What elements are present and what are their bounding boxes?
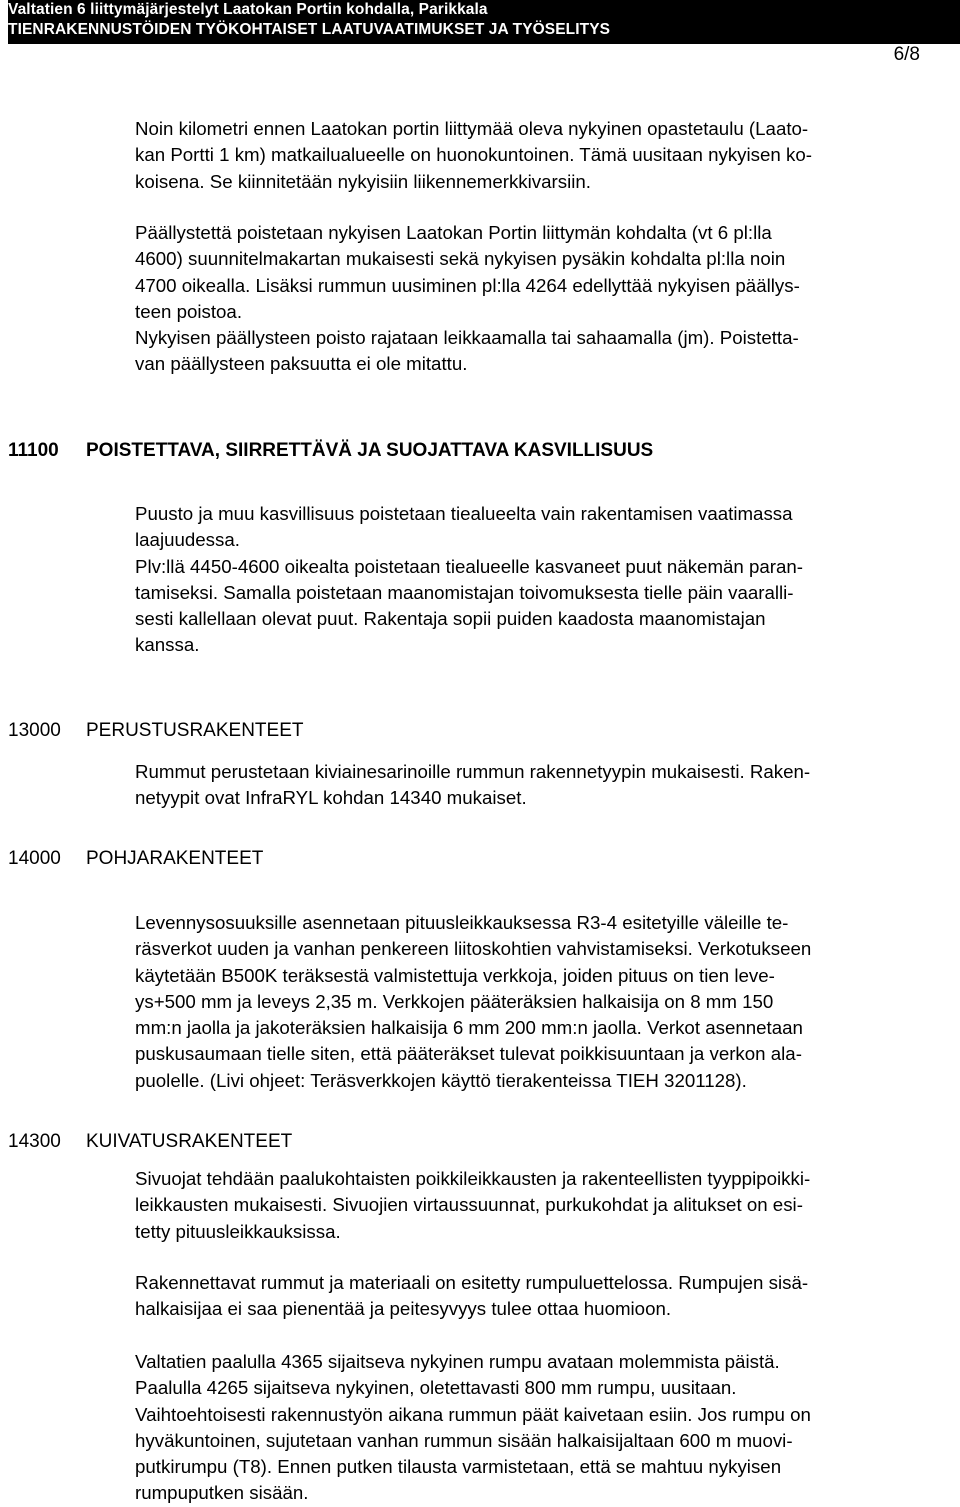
text-line: koisena. Se kiinnitetään nykyisiin liikennemerkkivarsiin. xyxy=(135,170,591,192)
text-line: Sivuojat tehdään paalukohtaisten poikkileikkausten ja rakenteellisten tyyppipoikki- xyxy=(135,1168,811,1189)
text-line: Rummut perustetaan kiviainesarinoille rummun rakennetyypin mukaisesti. Raken- xyxy=(135,761,811,782)
section-heading-14000 xyxy=(8,846,263,872)
text-line: käytetään B500K teräksestä valmistettuja verkkoja, joiden pituus on tien leve- xyxy=(135,964,775,986)
section-14000-body xyxy=(135,910,950,1094)
intro-paragraph-2 xyxy=(135,220,950,378)
section-13000-body xyxy=(135,759,950,812)
section-number: 11100 xyxy=(8,440,59,461)
text-line: putkirumpu (T8). Ennen putken tilausta varmistetaan, että se mahtuu nykyisen xyxy=(135,1456,782,1478)
text-line: Valtatien paalulla 4365 sijaitseva nykyinen rumpu avataan molemmista päistä. xyxy=(135,1351,780,1372)
text-line: Rakennettavat rummut ja materiaali on esitetty rumpuluettelossa. Rumpujen sisä- xyxy=(135,1272,809,1293)
text-line: Vaihtoehtoisesti rakennustyön aikana rummun päät kaivetaan esiin. Jos rumpu on xyxy=(135,1403,811,1425)
text-line: halkaisijaa ei saa pienentää ja peitesyvyys tulee ottaa huomioon. xyxy=(135,1298,672,1320)
text-line: puolelle. (Livi ohjeet: Teräsverkkojen käyttö tierakenteissa TIEH 3201128). xyxy=(135,1069,747,1091)
text-line: 4600) suunnitelmakartan mukaisesti sekä nykyisen pysäkin kohdalta pl:lla noin xyxy=(135,248,786,270)
document-subtitle: TIENRAKENNUSTÖIDEN TYÖKOHTAISET LAATUVAATIMUKSET JA TYÖSELITYS xyxy=(8,21,611,38)
section-heading-11100 xyxy=(8,438,653,464)
text-line: Levennysosuuksille asennetaan pituusleikkauksessa R3-4 esitetyille väleille te- xyxy=(135,912,789,933)
section-heading-13000 xyxy=(8,718,303,744)
text-line: laajuudessa. xyxy=(135,529,240,551)
text-line: 4700 oikealla. Lisäksi rummun uusiminen pl:lla 4264 edellyttää nykyisen päällys- xyxy=(135,274,800,296)
section-heading-14300 xyxy=(8,1129,292,1155)
section-14300-paragraph-2 xyxy=(135,1270,950,1323)
section-number: 14300 xyxy=(8,1131,61,1152)
section-title: POISTETTAVA, SIIRRETTÄVÄ JA SUOJATTAVA KASVILLISUUS xyxy=(86,440,654,461)
text-line: van päällysteen paksuutta ei ole mitattu. xyxy=(135,353,468,375)
section-title: POHJARAKENTEET xyxy=(86,848,264,869)
text-line: mm:n jaolla ja jakoteräksien halkaisija 6 mm 200 mm:n jaolla. Verkot asennetaan xyxy=(135,1017,803,1039)
text-line: netyypit ovat InfraRYL kohdan 14340 mukaiset. xyxy=(135,787,527,809)
text-line: Päällystettä poistetaan nykyisen Laatokan Portin liittymän kohdalta (vt 6 pl:lla xyxy=(135,222,772,243)
section-number: 13000 xyxy=(8,720,61,741)
page-number: 6/8 xyxy=(893,44,920,65)
section-title: PERUSTUSRAKENTEET xyxy=(86,720,304,741)
text-line: Noin kilometri ennen Laatokan portin liittymää oleva nykyinen opastetaulu (Laato- xyxy=(135,118,809,139)
section-14300-paragraph-3 xyxy=(135,1349,950,1507)
intro-paragraph-1 xyxy=(135,116,950,195)
text-line: ys+500 mm ja leveys 2,35 m. Verkkojen pääteräksien halkaisija on 8 mm 150 xyxy=(135,990,774,1012)
text-line: hyväkuntoinen, sujutetaan vanhan rummun sisään halkaisijaltaan 600 m muovi- xyxy=(135,1429,793,1451)
text-line: Paalulla 4265 sijaitseva nykyinen, oletettavasti 800 mm rumpu, uusitaan. xyxy=(135,1377,737,1399)
section-title: KUIVATUSRAKENTEET xyxy=(86,1131,293,1152)
text-line: tamiseksi. Samalla poistetaan maanomistajan toivomuksesta tielle päin vaaralli- xyxy=(135,581,794,603)
text-line: kanssa. xyxy=(135,634,200,656)
text-line: kan Portti 1 km) matkailualueelle on huonokuntoinen. Tämä uusitaan nykyisen ko- xyxy=(135,144,812,166)
section-number: 14000 xyxy=(8,848,61,869)
section-11100-body xyxy=(135,501,950,659)
text-line: leikkausten mukaisesti. Sivuojien virtaussuunnat, purkukohdat ja alitukset on esi- xyxy=(135,1194,803,1216)
document-header-bar xyxy=(8,0,960,44)
text-line: Plv:llä 4450-4600 oikealta poistetaan tiealueelle kasvaneet puut näkemän paran- xyxy=(135,555,804,577)
text-line: puskusaumaan tielle siten, että pääteräkset tulevat poikkisuuntaan ja verkon ala- xyxy=(135,1043,802,1065)
text-line: Puusto ja muu kasvillisuus poistetaan tiealueelta vain rakentamisen vaatimassa xyxy=(135,503,793,524)
document-title: Valtatien 6 liittymäjärjestelyt Laatokan Portin kohdalla, Parikkala xyxy=(8,1,488,18)
section-14300-paragraph-1 xyxy=(135,1166,950,1245)
text-line: räsverkot uuden ja vanhan penkereen liitoskohtien vahvistamiseksi. Verkotukseen xyxy=(135,938,812,960)
text-line: Nykyisen päällysteen poisto rajataan leikkaamalla tai sahaamalla (jm). Poistetta- xyxy=(135,327,799,349)
text-line: tetty pituusleikkauksissa. xyxy=(135,1220,341,1242)
text-line: teen poistoa. xyxy=(135,300,243,322)
text-line: rumpuputken sisään. xyxy=(135,1482,309,1504)
text-line: sesti kallellaan olevat puut. Rakentaja sopii puiden kaadosta maanomistajan xyxy=(135,608,766,630)
